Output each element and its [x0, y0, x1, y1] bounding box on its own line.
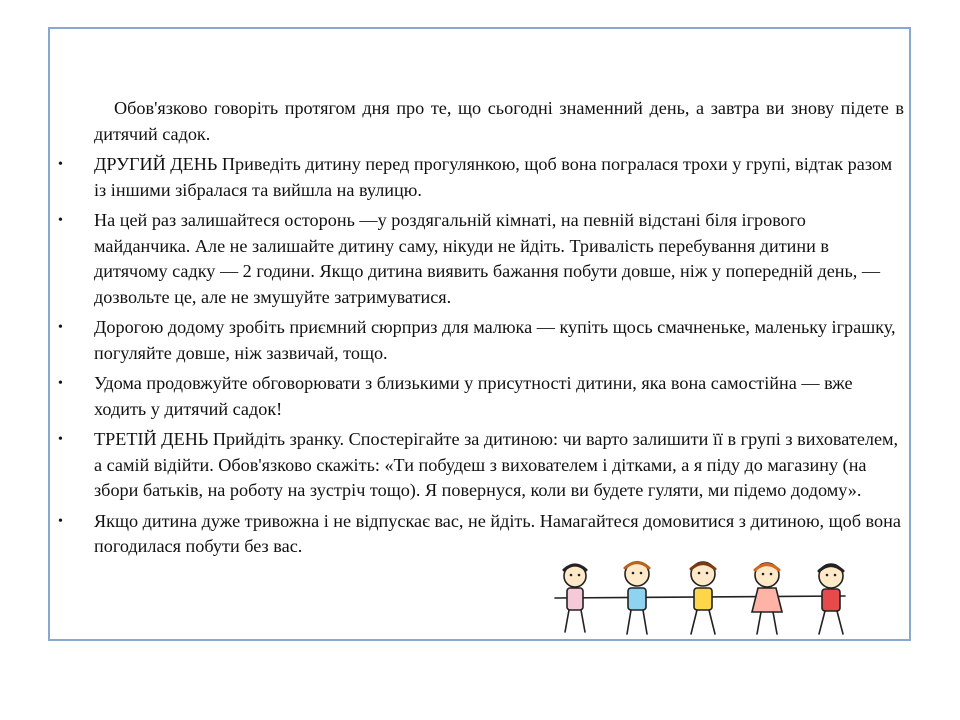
bullet-dot: •: [58, 376, 63, 391]
bullet-item-4: [58, 371, 904, 422]
bullet-text: ТРЕТІЙ ДЕНЬ Прийдіть зранку. Спостерігайте за дитиною: чи варто залишити її в групі з вихователем, а самій відійти. Обов'язково скажіть: «Ти побудеш з вихователем і дітками, а я піду до магазину (на збори батьків, на роботу на зустріч тощо). Я повернуся, коли ви будете гуляти, ми підемо додому».: [94, 429, 899, 500]
bullet-list: [58, 152, 904, 560]
intro-paragraph: Обов'язково говоріть протягом дня про те, що сьогодні знаменний день, а завтра ви знову підете в дитячий садок.: [94, 98, 904, 144]
bullet-dot: •: [58, 513, 63, 529]
bullet-text: Удома продовжуйте обговорювати з близькими у присутності дитини, яка вона самостійна — вже ходить у дитячий садок!: [94, 373, 853, 419]
bullet-dot: •: [58, 157, 63, 172]
bullet-text: Якщо дитина дуже тривожна і не відпускає вас, не йдіть. Намагайтеся домовитися з дитиною, щоб вона погодилася побути без вас.: [94, 510, 901, 556]
bullet-text: ДРУГИЙ ДЕНЬ Приведіть дитину перед прогулянкою, щоб вона погралася трохи у групі, відтак разом із іншими зібралася та вийшла на вулицю.: [94, 154, 893, 200]
bullet-item-3: [58, 315, 904, 366]
bullet-text: Дорогою додому зробіть приємний сюрприз для малюка — купіть щось смачненьке, маленьку іграшку, погуляйте довше, ніж зазвичай, тощо.: [94, 317, 896, 363]
bullet-dot: •: [58, 432, 63, 447]
bullet-item-1: [58, 152, 904, 203]
slide-content: [58, 96, 904, 565]
bullet-text: На цей раз залишайтеся осторонь —у роздягальній кімнаті, на певній відстані біля ігрового майданчика. Але не залишайте дитину саму, нікуди не йдіть. Тривалість перебування дитини в дитячому садку — 2 години. Якщо дитина виявить бажання побути довше, ніж у попередній день, — дозвольте це, але не змушуйте затримуватися.: [94, 210, 881, 307]
bullet-item-6: [58, 509, 904, 560]
bullet-dot: •: [58, 213, 63, 228]
bullet-item-5: [58, 427, 904, 504]
bullet-dot: •: [58, 320, 63, 335]
bullet-item-2: [58, 208, 904, 310]
children-holding-hands-icon: [545, 560, 865, 640]
